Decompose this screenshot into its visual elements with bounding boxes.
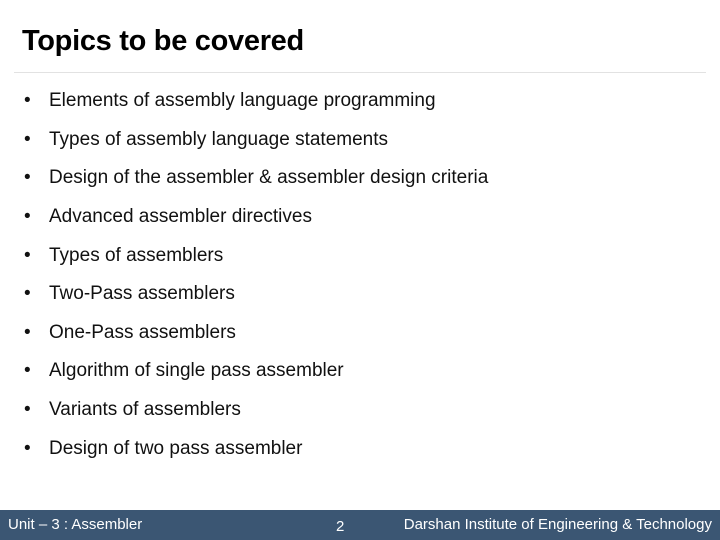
topic-item [24, 198, 488, 237]
bullet-icon: • [24, 399, 31, 421]
topic-text: Elements of assembly language programming [49, 90, 436, 112]
topic-text: Types of assemblers [49, 244, 224, 266]
topic-item [24, 236, 488, 275]
bullet-icon: • [24, 90, 31, 112]
bullet-icon: • [24, 167, 31, 189]
bullet-icon: • [24, 244, 31, 266]
topic-item [24, 391, 488, 430]
topic-item [24, 121, 488, 160]
title-divider [14, 72, 706, 73]
topic-item [24, 159, 488, 198]
bullet-icon: • [24, 283, 31, 305]
topic-text: Advanced assembler directives [49, 206, 312, 228]
bullet-icon: • [24, 206, 31, 228]
topic-text: Algorithm of single pass assembler [49, 360, 344, 382]
topic-item [24, 275, 488, 314]
topic-item [24, 352, 488, 391]
topic-text: One-Pass assemblers [49, 321, 236, 343]
bullet-icon: • [24, 360, 31, 382]
footer-institute-name: Darshan Institute of Engineering & Technology [403, 516, 712, 533]
footer-bar [0, 510, 720, 540]
page-number: 2 [336, 518, 345, 535]
topic-item [24, 82, 488, 121]
bullet-icon: • [24, 128, 31, 150]
topic-text: Two-Pass assemblers [49, 283, 235, 305]
topic-list [24, 82, 488, 468]
topic-item [24, 429, 488, 468]
footer-unit-label: Unit – 3 : Assembler [8, 516, 143, 533]
topic-item [24, 314, 488, 353]
topic-text: Design of two pass assembler [49, 437, 303, 459]
bullet-icon: • [24, 321, 31, 343]
topic-text: Types of assembly language statements [49, 128, 389, 150]
slide-title: Topics to be covered [22, 25, 304, 57]
bullet-icon: • [24, 437, 31, 459]
topic-text: Variants of assemblers [49, 399, 241, 421]
topic-text: Design of the assembler & assembler design criteria [49, 167, 489, 189]
